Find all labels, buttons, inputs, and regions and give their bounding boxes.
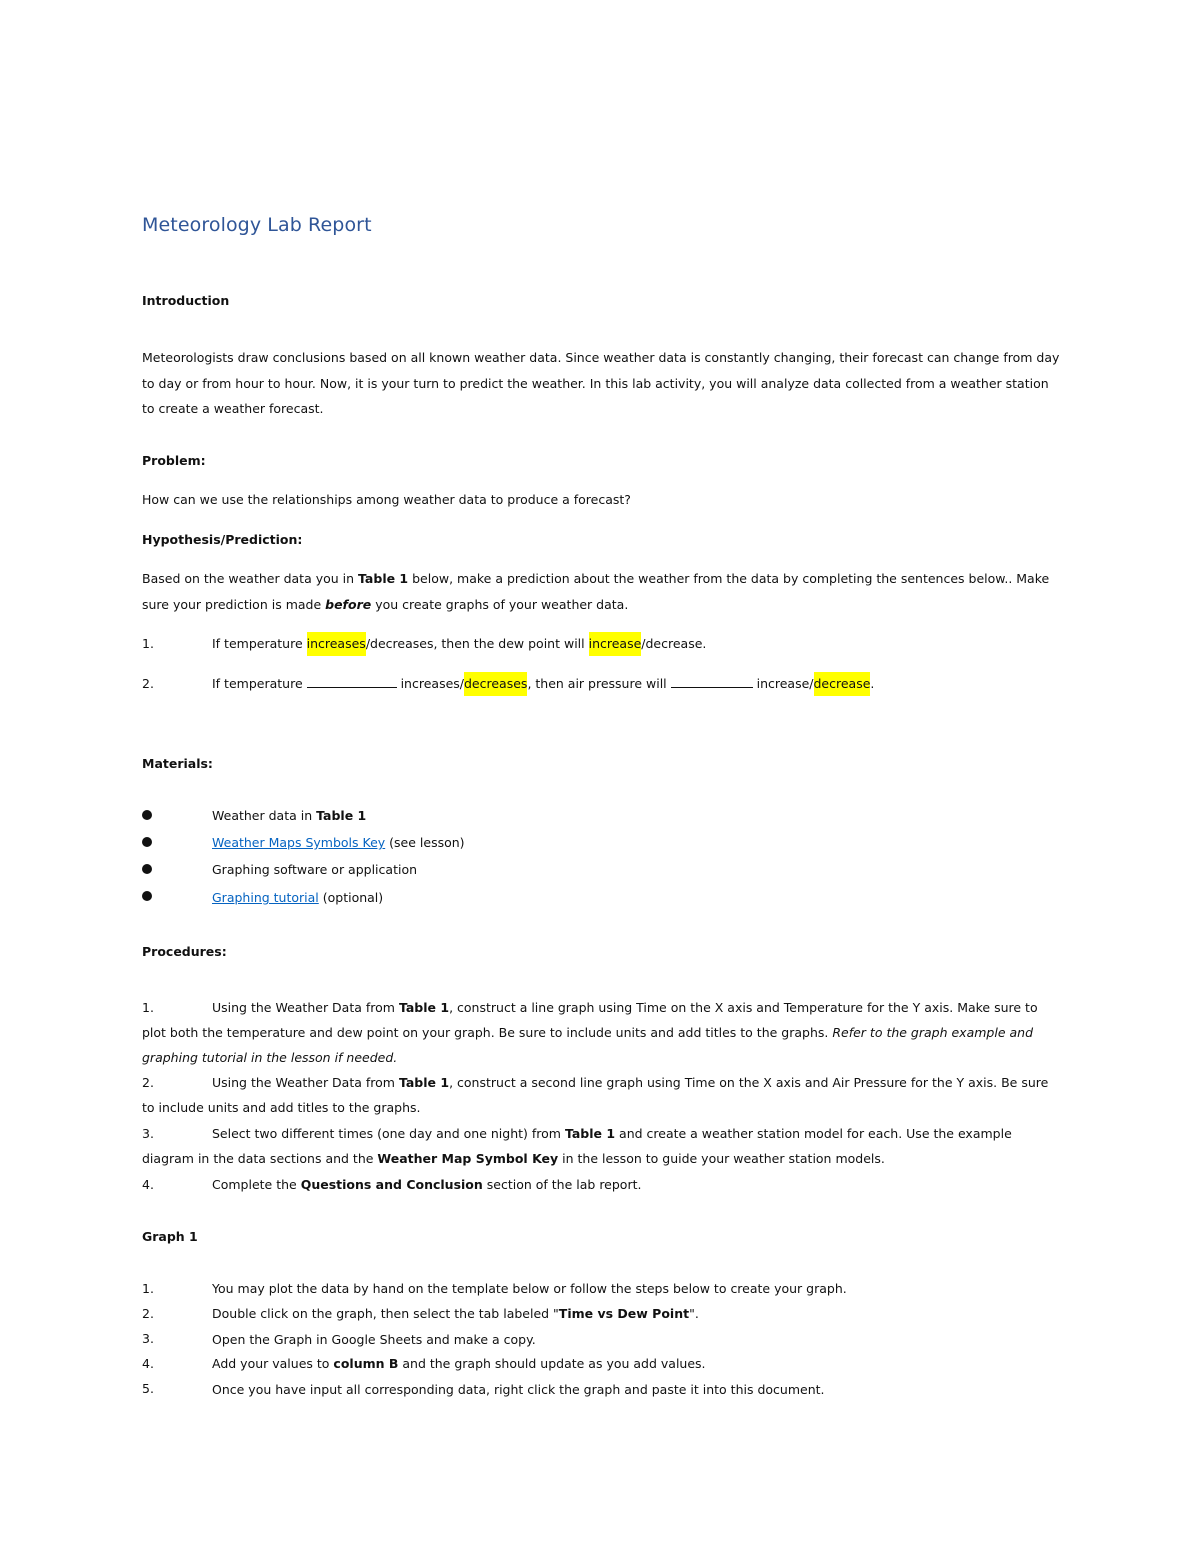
highlighted-answer: increases <box>307 632 366 656</box>
graph1-step-number: 2. <box>142 1306 154 1321</box>
hypothesis-item-number: 2. <box>142 676 154 691</box>
bullet-icon <box>142 837 152 847</box>
graph1-step-number: 1. <box>142 1281 154 1296</box>
weather-maps-symbols-key-link[interactable]: Weather Maps Symbols Key <box>212 835 386 850</box>
hypothesis-intro-line-1: Based on the weather data you in Table 1 below, make a prediction about the weather from the data by completing the sentences below.. Make <box>142 571 1050 586</box>
bullet-icon <box>142 810 152 820</box>
procedure-2-line-1: Using the Weather Data from Table 1, construct a second line graph using Time on the X axis and Air Pressure for the Y axis. Be sure <box>212 1075 1049 1090</box>
hypothesis-heading: Hypothesis/Prediction: <box>142 532 303 547</box>
procedure-1-line-2: plot both the temperature and dew point on your graph. Be sure to include units and add titles to the graphs. Refer to the graph example and <box>142 1025 1034 1040</box>
fill-in-blank[interactable] <box>671 686 753 688</box>
procedure-number: 3. <box>142 1126 154 1141</box>
procedure-3-line-2: diagram in the data sections and the Weather Map Symbol Key in the lesson to guide your weather station models. <box>142 1151 885 1166</box>
graph1-step-2: Double click on the graph, then select the tab labeled "Time vs Dew Point". <box>212 1306 699 1321</box>
hypothesis-item-1: If temperature increases/decreases, then the dew point will increase/decrease. <box>212 636 706 651</box>
procedure-1-line-3: graphing tutorial in the lesson if needed. <box>142 1050 398 1065</box>
problem-heading: Problem: <box>142 453 206 468</box>
materials-heading: Materials: <box>142 756 213 771</box>
highlighted-answer: increase <box>589 632 642 656</box>
procedure-4-line-1: Complete the Questions and Conclusion section of the lab report. <box>212 1177 642 1192</box>
fill-in-blank[interactable] <box>307 686 397 688</box>
graph1-step-1: You may plot the data by hand on the template below or follow the steps below to create your graph. <box>212 1281 847 1296</box>
materials-item: Weather Maps Symbols Key (see lesson) <box>212 835 465 850</box>
highlighted-answer: decreases <box>464 672 527 696</box>
graph1-step-number: 3. <box>142 1331 154 1346</box>
bullet-icon <box>142 891 152 901</box>
hypothesis-item-2: If temperature increases/decreases, then air pressure will increase/decrease. <box>212 676 874 691</box>
procedure-2-line-2: to include units and add titles to the graphs. <box>142 1100 421 1115</box>
graph1-step-5: Once you have input all corresponding data, right click the graph and paste it into this document. <box>212 1382 825 1397</box>
graph1-heading: Graph 1 <box>142 1229 198 1244</box>
procedure-number: 4. <box>142 1177 154 1192</box>
bullet-icon <box>142 864 152 874</box>
introduction-heading: Introduction <box>142 293 230 308</box>
procedure-1-line-1: Using the Weather Data from Table 1, construct a line graph using Time on the X axis and Temperature for the Y axis. Make sure to <box>212 1000 1038 1015</box>
graph1-step-number: 5. <box>142 1381 154 1396</box>
procedure-number: 1. <box>142 1000 154 1015</box>
hypothesis-intro-line-2: sure your prediction is made before you create graphs of your weather data. <box>142 597 629 612</box>
graphing-tutorial-link[interactable]: Graphing tutorial <box>212 890 319 905</box>
procedure-number: 2. <box>142 1075 154 1090</box>
materials-item: Weather data in Table 1 <box>212 808 367 823</box>
graph1-step-4: Add your values to column B and the graph should update as you add values. <box>212 1356 706 1371</box>
graph1-step-number: 4. <box>142 1356 154 1371</box>
materials-item: Graphing tutorial (optional) <box>212 890 384 905</box>
introduction-text: Meteorologists draw conclusions based on all known weather data. Since weather data is constantly changing, their forecast can change from day to day or from hour to hour. Now, it is your turn to predict the weather. In this lab activity, you will analyze data collected from a weather station to create a weather forecast. <box>142 350 1060 416</box>
highlighted-answer: decrease <box>814 672 871 696</box>
problem-text: How can we use the relationships among weather data to produce a forecast? <box>142 492 631 507</box>
materials-item: Graphing software or application <box>212 862 418 877</box>
procedures-heading: Procedures: <box>142 944 227 959</box>
procedure-3-line-1: Select two different times (one day and one night) from Table 1 and create a weather station model for each. Use the example <box>212 1126 1012 1141</box>
page-title: Meteorology Lab Report <box>142 214 372 236</box>
graph1-step-3: Open the Graph in Google Sheets and make a copy. <box>212 1332 536 1347</box>
hypothesis-item-number: 1. <box>142 636 154 651</box>
